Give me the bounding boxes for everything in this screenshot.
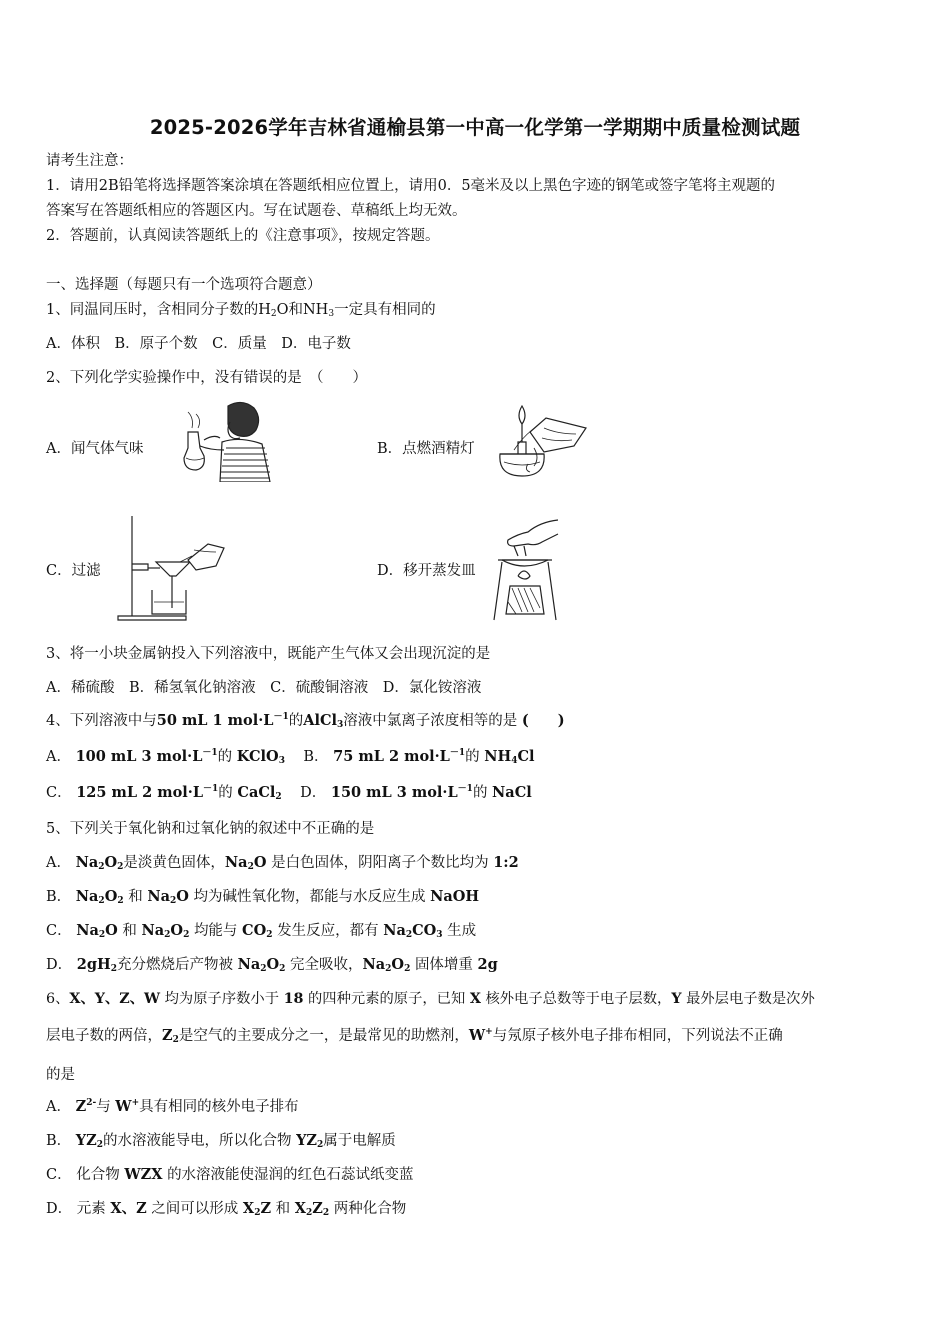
filtration-figure [112, 512, 230, 624]
question-6-option-a: A． $Z^{2-}$与 W+具有相同的核外电子排布 [46, 1098, 299, 1115]
question-5-option-b: B． $Na_2O_2$ 和 $Na_2O$ 均为碱性氧化物，都能与水反应生成 NaOH [46, 888, 480, 906]
page-title: 2025-2026学年吉林省通榆县第一中高一化学第一学期期中质量检测试题 [149, 116, 801, 139]
question-6-stem-line-2: 层电子数的两倍，$Z_2$是空气的主要成分之一，是最常见的助燃剂，W+与氖原子核外电子排布相同，下列说法不正确 [46, 1027, 783, 1045]
question-4-stem: 4、下列溶液中与50 mL 1 $mol\cdot L^{-1}$的AlCl$_3$溶液中氯离子浓度相等的是 ( ) [46, 712, 565, 730]
question-5-option-c: C． $Na_2O$ 和 $Na_2O_2$ 均能与 $CO_2$ 发生反应，都有 $Na_2CO_3$ 生成 [46, 922, 477, 940]
question-4-options-cd: C． 125 mL 2 $mol\cdot L^{-1}$的 CaCl$_2$ D． 150 mL 3 $mol\cdot L^{-1}$的 NaCl [46, 784, 532, 802]
question-5-option-a: A． $Na_2O_2$是淡黄色固体，$Na_2O$ 是白色固体，阴阳离子个数比均为 1:2 [46, 854, 519, 872]
question-1-options: A．体积 B．原子个数 C．质量 D．电子数 [46, 336, 351, 352]
notice-line-1a: 1．请用2B铅笔将选择题答案涂填在答题纸相应位置上，请用0．5毫米及以上黑色字迹的钢笔或签字笔将主观题的 [46, 178, 776, 194]
question-5-stem: 5、下列关于氧化钠和过氧化钠的叙述中不正确的是 [46, 821, 375, 837]
question-2-option-c: C．过滤 [46, 563, 101, 579]
evaporating-dish-figure [488, 516, 564, 626]
question-5-option-d: D． $2gH_2$充分燃烧后产物被 $Na_2O_2$ 完全吸收，$Na_2O_2$ 固体增重 2g [46, 956, 498, 974]
question-6-stem-line-1: 6、X、Y、Z、W 均为原子序数小于 18 的四种元素的原子，已知 X 核外电子总数等于电子层数，Y 最外层电子数是次外 [46, 991, 815, 1007]
notice-line-1b: 答案写在答题纸相应的答题区内。写在试题卷、草稿纸上均无效。 [46, 203, 467, 219]
question-2-option-a: A．闻气体气味 [46, 441, 144, 457]
question-2-stem: 2、下列化学实验操作中，没有错误的是 （ ） [46, 370, 367, 386]
smelling-gas-figure [170, 398, 282, 482]
notice-heading: 请考生注意： [46, 153, 133, 169]
section-heading: 一、选择题（每题只有一个选项符合题意） [46, 277, 322, 293]
question-6-option-d: D． 元素 X、Z 之间可以形成 $X_2Z$ 和 $X_2Z_2$ 两种化合物 [46, 1200, 407, 1218]
question-6-option-c: C． 化合物 WZX 的水溶液能使湿润的红色石蕊试纸变蓝 [46, 1166, 414, 1183]
question-2-option-b: B．点燃酒精灯 [377, 441, 475, 457]
question-6-option-b: B． $YZ_2$的水溶液能导电，所以化合物 $YZ_2$属于电解质 [46, 1132, 396, 1150]
question-3-options: A．稀硫酸 B．稀氢氧化钠溶液 C．硫酸铜溶液 D．氯化铵溶液 [46, 680, 482, 696]
question-3-stem: 3、将一小块金属钠投入下列溶液中，既能产生气体又会出现沉淀的是 [46, 646, 491, 662]
notice-line-2: 2．答题前，认真阅读答题纸上的《注意事项》，按规定答题。 [46, 228, 440, 244]
question-6-stem-line-3: 的是 [46, 1067, 75, 1083]
alcohol-lamp-figure [494, 402, 598, 478]
question-1-stem: 1、同温同压时，含相同分子数的$H_2O$和$NH_3$一定具有相同的 [46, 302, 436, 319]
question-4-options-ab: A． 100 mL 3 $mol\cdot L^{-1}$的 KClO$_3$ B． 75 mL 2 $mol\cdot L^{-1}$的 $NH_4Cl$ [46, 748, 535, 766]
question-2-option-d: D．移开蒸发皿 [377, 563, 476, 579]
